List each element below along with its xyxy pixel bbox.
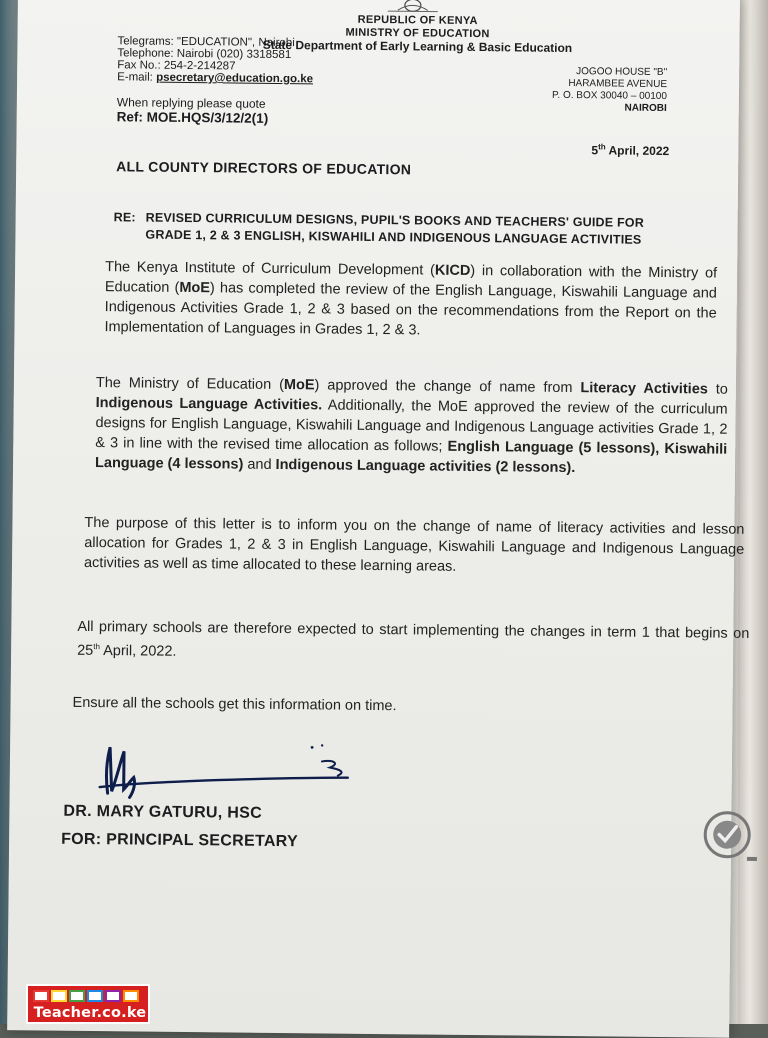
text-span: Additionally, the MoE approved the review of the curriculum designs for English Language, Kiswahili Language and Indigenous Language activities Grade 1, 2 & 3 in line with the revised time allocation as follows; [95,397,728,455]
department-name: State Department of Early Learning & Basic Education [262,37,573,56]
address-line-1: JOGOO HOUSE "B" [576,66,668,79]
bold-span: Indigenous Language activities (2 lessons). [275,456,576,477]
fax-line: Fax No.: 254-2-214287 [117,59,236,73]
bold-span: MoE [179,279,211,297]
paragraph-name-change [95,373,728,480]
subject-heading [113,209,713,249]
letter-date [591,142,669,158]
bold-span: MoE [283,377,315,394]
paragraph-closing: Ensure all the schools get this information on time. [72,694,397,715]
email-label: E-mail: [117,71,157,84]
signatory-name: DR. MARY GATURU, HSC [63,802,263,822]
text-span: ) in collaboration with the Ministry of Education ( [104,262,718,296]
signatory-title: FOR: PRINCIPAL SECRETARY [61,830,299,851]
contact-block [117,35,313,85]
subject-label: RE: [113,210,136,225]
telegrams-line: Telegrams: "EDUCATION", Nairobi [117,35,295,50]
postal-address [527,66,667,115]
addressee: ALL COUNTY DIRECTORS OF EDUCATION [116,158,412,178]
bold-span: Indigenous Language Activities. [95,395,323,414]
paragraph-implementation [77,617,749,668]
text-span: The Kenya Institute of Curriculum Development ( [105,259,435,279]
site-watermark [26,984,150,1024]
coat-of-arms-icon [378,0,448,13]
text-span: All primary schools are therefore expected to start implementing the changes in term 1 that begins on 25 [77,618,750,659]
reply-note: When replying please quote [116,95,266,111]
ordinal-suffix: th [93,642,101,652]
text-span: ) approved the change of name from [314,377,581,397]
address-line-3: P. O. BOX 30040 – 00100 [551,89,667,103]
email-address: psecretary@education.go.ke [156,71,314,86]
bold-span: KICD [434,262,471,279]
date-day: 5 [591,143,599,158]
text-span: The Ministry of Education ( [95,375,285,394]
subject-line-1: REVISED CURRICULUM DESIGNS, PUPIL'S BOOKS AND TEACHERS' GUIDE FOR [145,210,645,230]
date-month-year: April, 2022 [605,143,670,159]
text-span: and [243,456,276,473]
books-logo-icon [32,989,146,1003]
date-suffix: th [598,142,606,152]
iso-certification-seal-icon [699,802,758,875]
reference-number: Ref: MOE.HQS/3/12/2(1) [116,109,269,126]
telephone-line: Telephone: Nairobi (020) 3318581 [117,47,292,62]
ministry-name: MINISTRY OF EDUCATION [345,26,490,41]
address-city: NAIROBI [624,102,667,115]
paragraph-purpose: The purpose of this letter is to inform you on the change of name of literacy activities and lesson allocation for Grades 1, 2 & 3 in English Language, Kiswahili Language and Indigenous Language activities as well as time allocated to these learning areas. [83,514,745,575]
subject-line-2: GRADE 1, 2 & 3 ENGLISH, KISWAHILI AND INDIGENOUS LANGUAGE ACTIVITIES [145,227,642,247]
country-name: REPUBLIC OF KENYA [357,13,478,28]
text-span: ) has completed the review of the English Language, Kiswahili Language and Indigenous Activities Grade 1, 2 & 3 based on the recommendations from the Report on the Implementation of Languages in Grades 1, 2 & 3. [104,280,717,339]
address-line-2: HARAMBEE AVENUE [568,77,668,91]
bold-span: English Language (5 lessons), Kiswahili Language (4 lessons) [94,438,728,473]
text-span: April, 2022. [99,642,177,660]
bold-span: Literacy Activities [580,380,708,398]
paragraph-kicd-review [104,257,717,343]
text-span: to [707,381,728,398]
watermark-text: Teacher.co.ke [33,1005,147,1021]
email-line [117,71,313,85]
letter-page [7,0,750,1038]
